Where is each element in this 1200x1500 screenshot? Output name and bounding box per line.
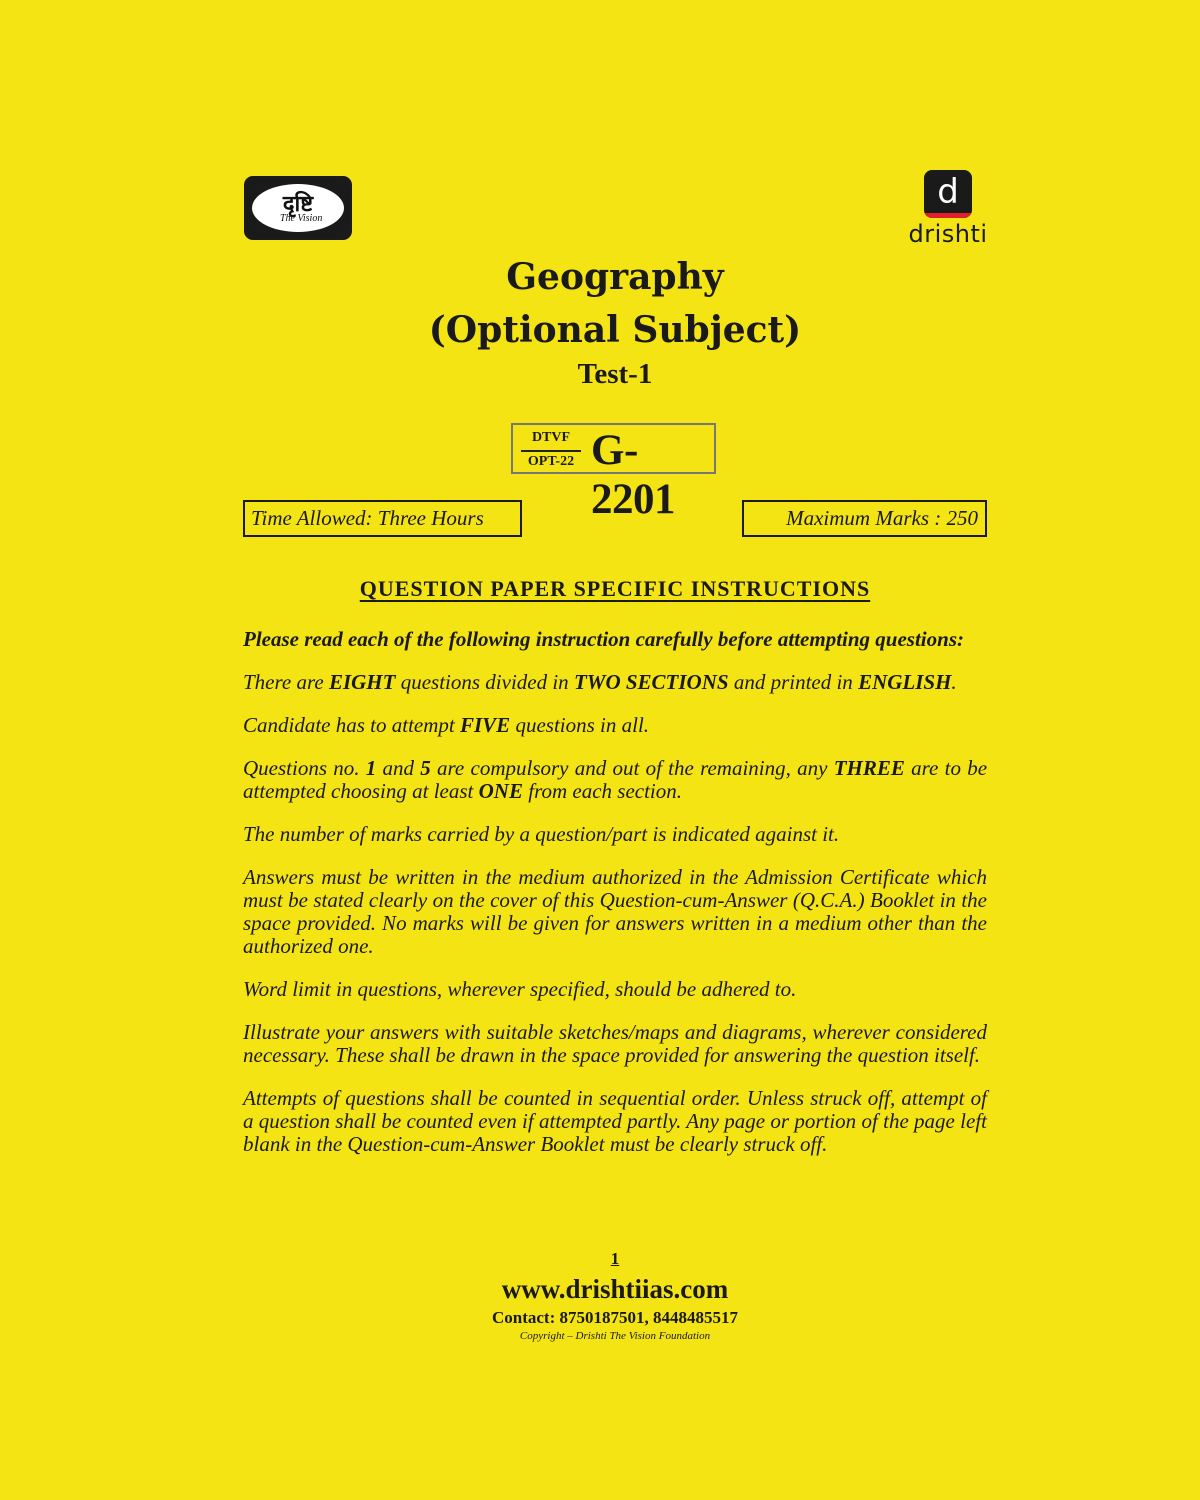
instruction-item: Answers must be written in the medium authorized in the Admission Certificate which must be stated clearly on the cover of this Question-cum-Answer (Q.C.A.) Booklet in the space provided. No marks will be given for answers written in a medium other than the authorized one. (243, 865, 987, 958)
paper-code: G-2201 (591, 427, 675, 523)
instruction-item (243, 714, 987, 737)
instruction-item (243, 757, 987, 803)
test-label: Test-1 (577, 358, 653, 390)
time-allowed-box: Time Allowed: Three Hours (243, 500, 522, 537)
subject-subtitle: (Optional Subject) (428, 309, 802, 351)
instruction-item: Illustrate your answers with suitable sketches/maps and diagrams, wherever considered necessary. These shall be drawn in the space provided for answering the question itself. (243, 1020, 987, 1067)
logo-subtext: The Vision (280, 213, 323, 224)
text-run: are compulsory and out of the remaining, any (430, 756, 834, 780)
text-run: and (376, 756, 421, 780)
drishti-brand-logo (905, 168, 991, 252)
text-run: . (951, 670, 957, 694)
instructions-heading (0, 576, 1200, 602)
code-divider (521, 450, 581, 452)
subject-title: Geography (506, 256, 724, 298)
text-run: and printed in (728, 670, 859, 694)
paper-code-box (511, 423, 716, 523)
logo-hindi-text: दृष्टि (282, 192, 314, 217)
instruction-item (243, 671, 987, 694)
maximum-marks-box: Maximum Marks : 250 (742, 500, 987, 537)
text-run: from each section. (522, 779, 683, 803)
logo-oval (252, 184, 344, 232)
text-run: Questions no. (243, 756, 366, 780)
instructions-heading-text: QUESTION PAPER SPECIFIC INSTRUCTIONS (359, 576, 871, 601)
emphasis: FIVE (460, 713, 511, 737)
brand-red-bar (924, 213, 972, 218)
instructions-list (243, 628, 987, 1176)
instruction-item: Attempts of questions shall be counted in sequential order. Unless struck off, attempt of a question shall be counted even if attempted partly. Any page or portion of the page left blank in the Question-cum-Answer Booklet must be clearly struck off. (243, 1086, 987, 1156)
emphasis: 1 (365, 756, 377, 780)
emphasis: 5 (420, 756, 431, 780)
drishti-hindi-logo (244, 176, 352, 240)
brand-wordmark: drishti (908, 220, 988, 248)
text-run: There are (243, 670, 329, 694)
text-run: questions in all. (510, 713, 650, 737)
brand-badge-icon (924, 170, 972, 218)
text-run: Candidate has to attempt (243, 713, 460, 737)
text-run: are to be attempted choosing at least (243, 756, 988, 803)
code-series: DTVF (531, 430, 571, 445)
text-run: questions divided in (395, 670, 574, 694)
website-link[interactable]: www.drishtiias.com (501, 1274, 729, 1304)
brand-glyph: d (937, 172, 959, 212)
emphasis: ONE (478, 779, 523, 803)
emphasis: TWO SECTIONS (573, 670, 729, 694)
emphasis: EIGHT (328, 670, 396, 694)
page-number: 1 (610, 1249, 620, 1268)
instruction-item: The number of marks carried by a question/part is indicated against it. (243, 822, 840, 846)
copyright-notice: Copyright – Drishti The Vision Foundation (519, 1330, 711, 1342)
emphasis: ENGLISH (858, 670, 952, 694)
instruction-lead: Please read each of the following instruction carefully before attempting questions: (243, 627, 964, 651)
code-batch: OPT-22 (527, 454, 575, 469)
emphasis: THREE (833, 756, 905, 780)
contact-numbers: Contact: 8750187501, 8448485517 (491, 1308, 738, 1327)
instruction-item: Word limit in questions, wherever specified, should be adhered to. (243, 977, 797, 1001)
